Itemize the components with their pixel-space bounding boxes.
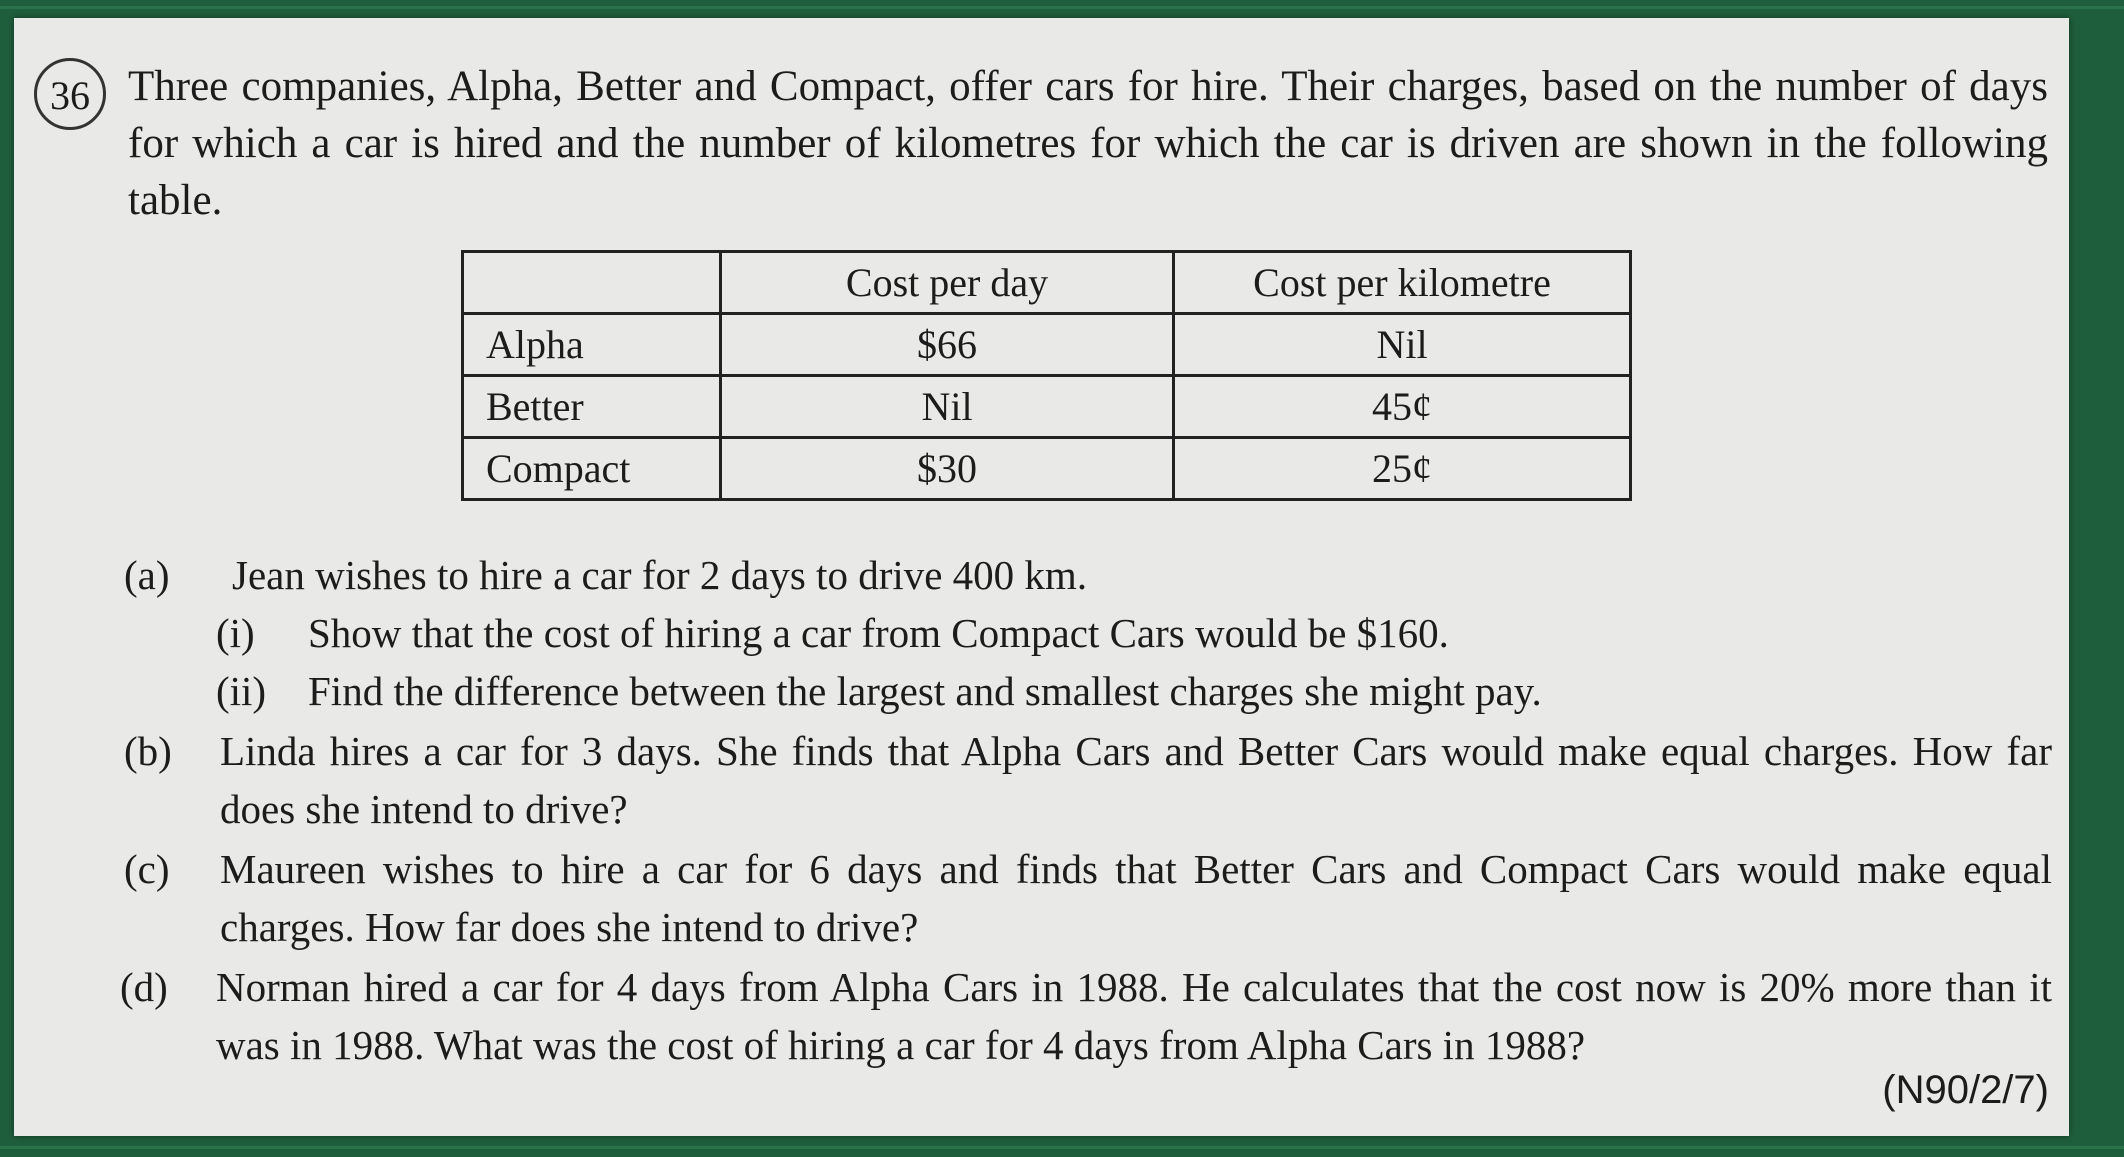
part-label: (c) xyxy=(124,846,170,892)
header-cell: Cost per kilometre xyxy=(1174,252,1631,314)
cost-per-day-cell: $30 xyxy=(721,438,1174,500)
part-b xyxy=(124,722,2054,840)
header-cell: Cost per day xyxy=(721,252,1174,314)
part-a-ii xyxy=(216,662,2054,720)
part-label: (i) xyxy=(216,610,255,656)
part-text: Linda hires a car for 3 days. She finds that Alpha Cars and Better Cars would make equal charges. How far does she intend to drive? xyxy=(220,728,2052,832)
question-intro: Three companies, Alpha, Better and Compact, offer cars for hire. Their charges, based on the number of days for which a car is hired and the number of kilometres for which the car is driven are shown in the following table. xyxy=(128,63,2048,224)
question-sheet xyxy=(14,18,2069,1136)
table-row xyxy=(463,376,1631,438)
part-a xyxy=(124,546,2054,604)
header-cell xyxy=(463,252,721,314)
part-text: Find the difference between the largest and smallest charges she might pay. xyxy=(308,668,1542,714)
cost-per-km-cell: 45¢ xyxy=(1174,376,1631,438)
part-c xyxy=(124,840,2054,958)
part-text: Jean wishes to hire a car for 2 days to drive 400 km. xyxy=(232,552,1088,598)
table-header-row xyxy=(463,252,1631,314)
cost-per-km-cell: Nil xyxy=(1174,314,1631,376)
part-label: (d) xyxy=(120,964,168,1010)
company-cell: Better xyxy=(463,376,721,438)
source-reference: (N90/2/7) xyxy=(1882,1068,2049,1112)
cost-per-day-cell: Nil xyxy=(721,376,1174,438)
part-text: Norman hired a car for 4 days from Alpha Cars in 1988. He calculates that the cost now is 20% more than it was in 1988. What was the cost of hiring a car for 4 days from Alpha Cars in 1988? xyxy=(216,964,2052,1068)
company-cell: Alpha xyxy=(463,314,721,376)
part-text: Maureen wishes to hire a car for 6 days and finds that Better Cars and Compact Cars would make equal charges. How far does she intend to drive? xyxy=(220,846,2052,950)
part-text: Show that the cost of hiring a car from Compact Cars would be $160. xyxy=(308,610,1449,656)
part-a-i xyxy=(216,604,2054,662)
cost-per-day-cell: $66 xyxy=(721,314,1174,376)
charges-table xyxy=(461,250,1632,501)
part-label: (ii) xyxy=(216,668,267,714)
table-row xyxy=(463,314,1631,376)
cost-per-km-cell: 25¢ xyxy=(1174,438,1631,500)
question-number: 36 xyxy=(34,58,106,130)
company-cell: Compact xyxy=(463,438,721,500)
part-label: (b) xyxy=(124,728,172,774)
table-row xyxy=(463,438,1631,500)
part-d xyxy=(120,958,2054,1134)
part-label: (a) xyxy=(124,552,170,598)
